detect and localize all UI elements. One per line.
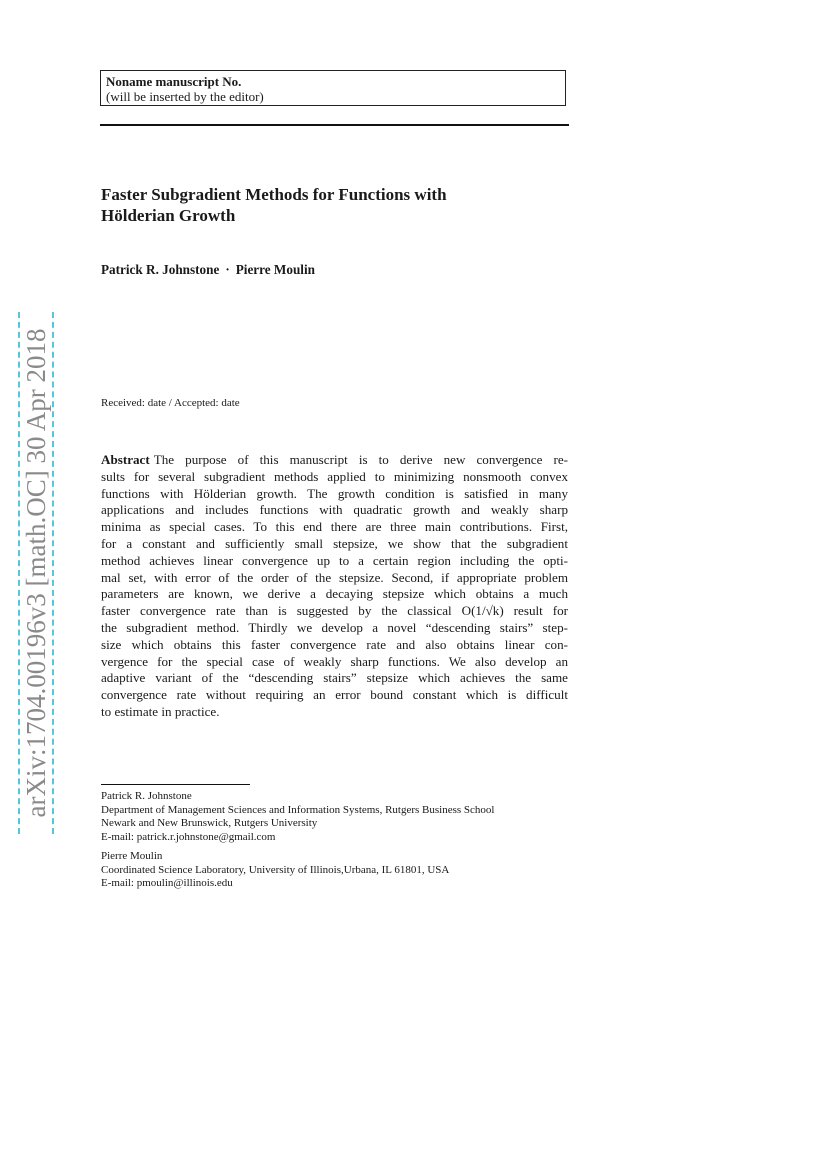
affiliation-name: Patrick R. Johnstone [101,790,192,802]
author-name: Pierre Moulin [235,262,315,277]
abstract-line: convergence rate without requiring an error bound constant which is difficult [101,687,568,703]
affiliation-email: E-mail: patrick.r.johnstone@gmail.com [101,831,276,844]
abstract-line: applications and includes functions with quadratic growth and weakly sharp [101,502,568,518]
footnote-rule [101,784,250,785]
abstract-line: adaptive variant of the “descending stairs” stepsize which achieves the same [101,670,568,686]
affiliation-moulin [101,850,571,891]
author-separator: · [225,262,230,277]
manuscript-number: Noname manuscript No. [106,74,242,89]
abstract-label: Abstract [101,452,150,467]
abstract-line: size which obtains this faster convergence rate and also obtains linear con- [101,636,568,652]
affiliation-dept: Coordinated Science Laboratory, University of Illinois,Urbana, IL 61801, USA [101,863,450,876]
abstract-line: to estimate in practice. [101,703,220,719]
abstract-line: parameters are known, we derive a decaying stepsize which obtains a much [101,586,568,602]
abstract-line: minima as special cases. To this end there are three main contributions. First, [101,519,568,535]
header-rule [100,124,569,126]
editor-note-box [100,70,566,106]
affiliation-inst: Newark and New Brunswick, Rutgers University [101,817,318,830]
affiliation-email: E-mail: pmoulin@illinois.edu [101,877,233,890]
title-line-2: Hölderian Growth [101,206,236,225]
abstract-line: method achieves linear convergence up to a certain region including the opti- [101,552,568,568]
abstract-line: Abstract The purpose of this manuscript is to derive new convergence re- [101,452,568,467]
title-line-1: Faster Subgradient Methods for Functions with [101,185,447,204]
abstract-line: for a constant and sufficiently small stepsize, we show that the subgradient [101,535,568,551]
affiliation-johnstone [101,790,571,845]
abstract-line: vergence for the special case of weakly sharp functions. We also develop an [101,653,568,669]
received-accepted-line: Received: date / Accepted: date [101,397,240,409]
abstract-line: functions with Hölderian growth. The growth condition is satisfied in many [101,485,568,501]
abstract-line: the subgradient method. Thirdly we develop a novel “descending stairs” step- [101,619,568,635]
arxiv-stamp-label: arXiv:1704.00196v3 [math.OC] 30 Apr 2018 [21,328,51,818]
abstract-line: faster convergence rate than is suggested by the classical O(1/√k) result for [101,603,568,619]
paper-title [101,184,571,226]
abstract-line: mal set, with error of the order of the stepsize. Second, if appropriate problem [101,569,568,585]
affiliation-dept: Department of Management Sciences and Information Systems, Rutgers Business School [101,803,495,816]
abstract [101,452,568,721]
author-list [101,262,315,278]
abstract-line: sults for several subgradient methods applied to minimizing nonsmooth convex [101,468,568,484]
affiliation-name: Pierre Moulin [101,850,163,862]
editor-note: (will be inserted by the editor) [106,89,264,104]
author-name: Patrick R. Johnstone [101,262,220,277]
